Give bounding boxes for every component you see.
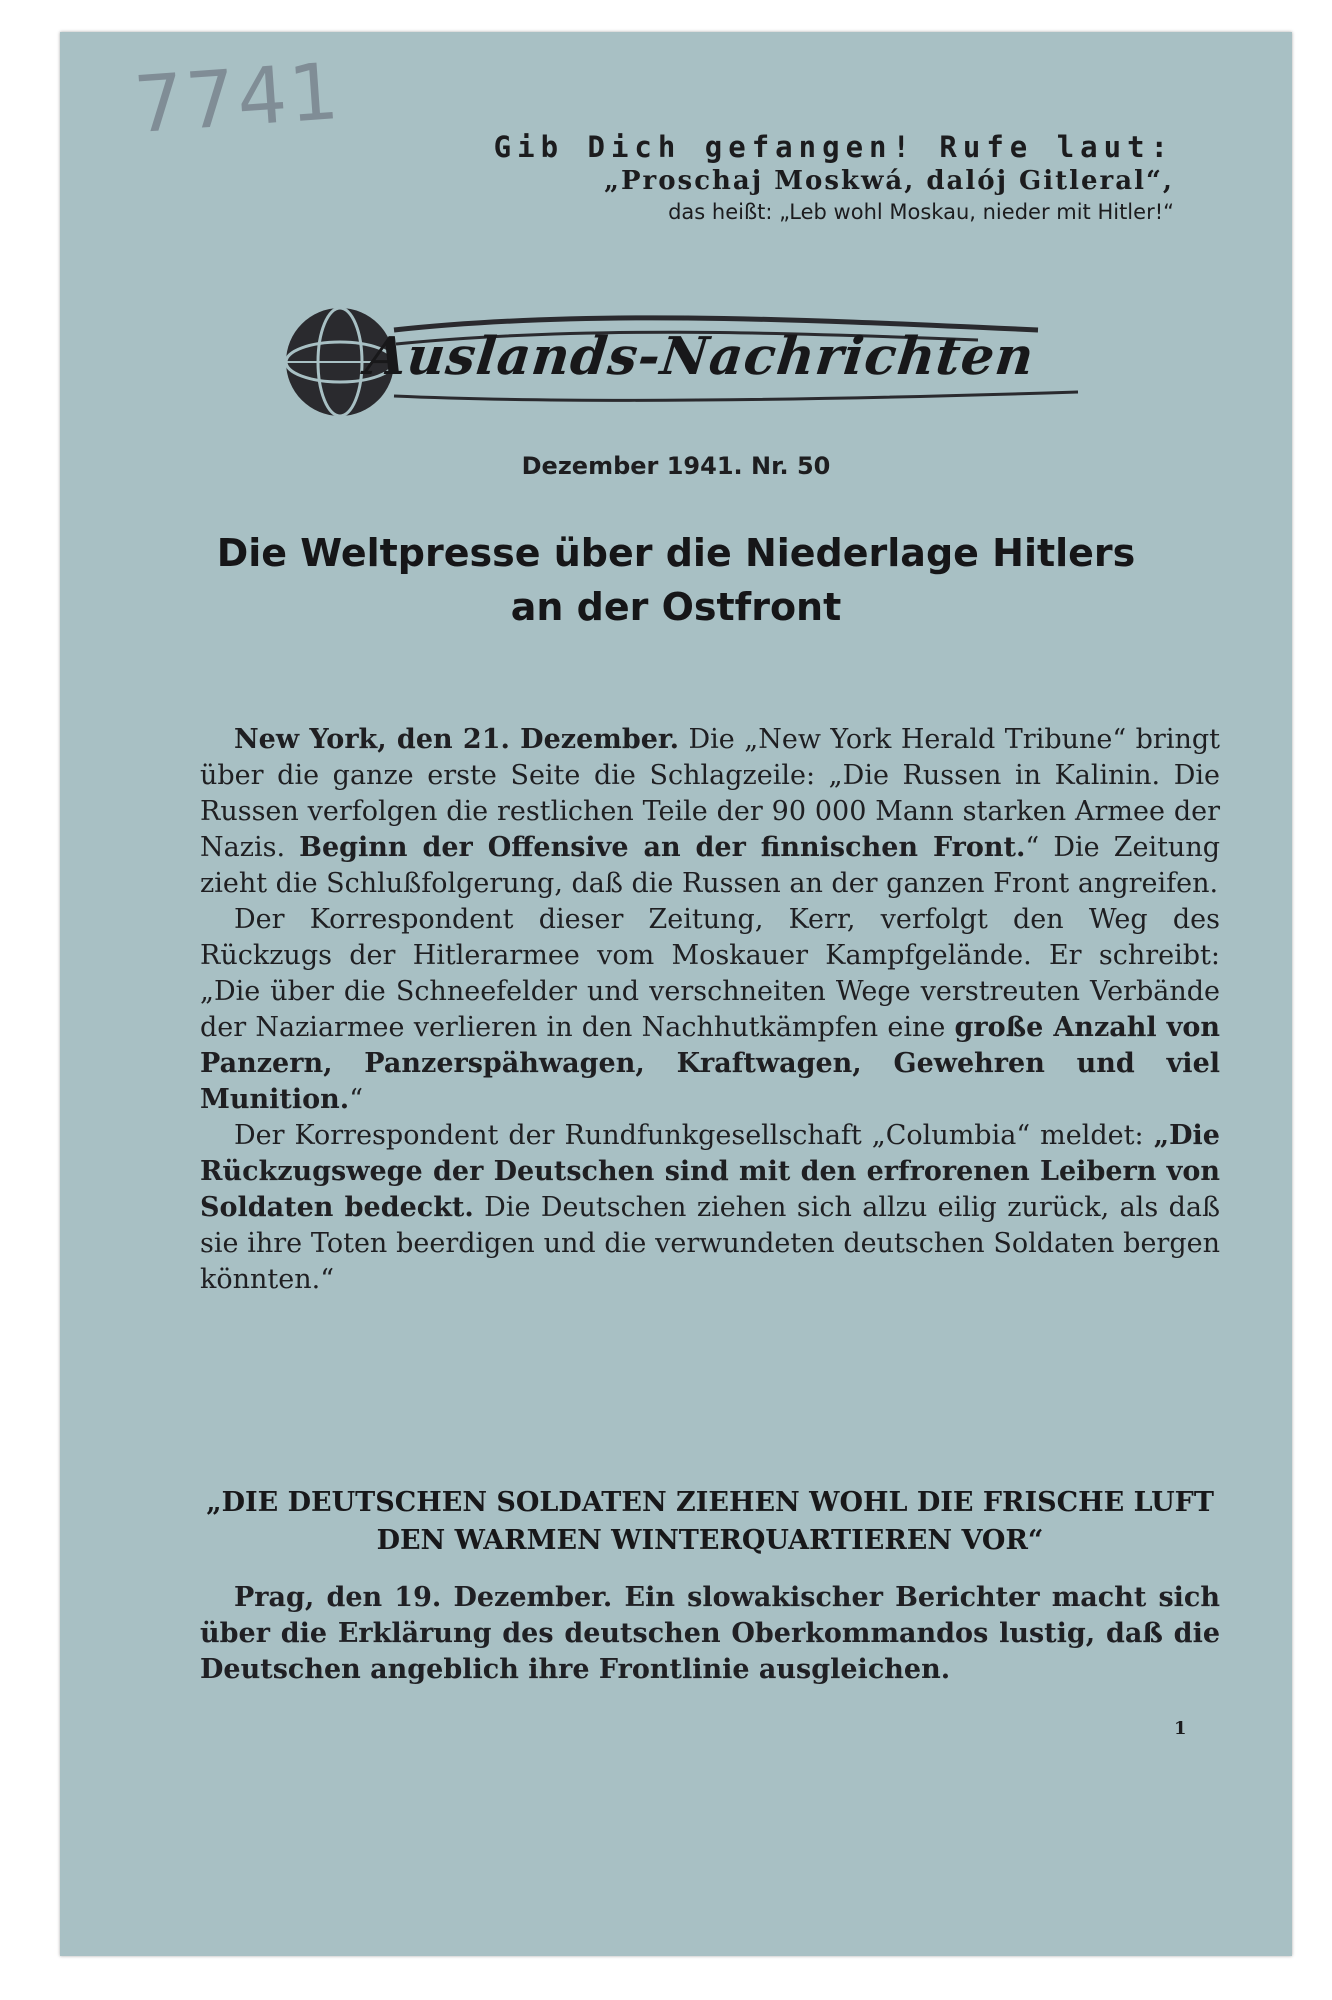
paragraph-4: Prag, den 19. Dezember. Ein slowakischer Berichter macht sich über die Erklärung des deutschen Oberkommandos lustig, daß die Deutschen angeblich ihre Frontlinie ausgleichen. <box>200 1582 1220 1685</box>
page-title: Die Weltpresse über die Niederlage Hitlers an der Ostfront <box>216 531 1136 629</box>
surrender-call-line-2: „Proschaj Moskwá, dalój Gitleral“, <box>604 166 1174 196</box>
masthead <box>278 300 1098 420</box>
issue-line: Dezember 1941. Nr. 50 <box>521 452 831 480</box>
surrender-call-line-3: das heißt: „Leb wohl Moskau, nieder mit Hitler!“ <box>668 200 1174 224</box>
article-body <box>200 722 1220 1298</box>
leaflet-page <box>60 32 1292 1956</box>
masthead-title: Auslands-Nachrichten <box>362 326 1038 387</box>
article-body-2 <box>200 1580 1220 1688</box>
surrender-call-line-1: Gib Dich gefangen! Rufe laut: <box>493 130 1174 164</box>
surrender-call <box>494 130 1174 224</box>
paragraph-1: New York, den 21. Dezember. Die „New York Herald Tribune“ bringt über die ganze erste Seite die Schlagzeile: „Die Russen in Kalinin. Die Russen verfolgen die restlichen Teile der 90 000 Mann starken Armee der Nazis. Beginn der Offensive an der finnischen Front.“ Die Zeitung zieht die Schlußfolgerung, daß die Russen an der ganzen Front angreifen. <box>200 724 1220 899</box>
pencil-annotation: 7741 <box>131 46 344 152</box>
paragraph-2: Der Korrespondent dieser Zeitung, Kerr, verfolgt den Weg des Rückzugs der Hitlerarmee vom Moskauer Kampfgelände. Er schreibt: „Die über die Schneefelder und verschneiten Wege verstreuten Verbände der Naziarmee verlieren in den Nachhutkämpfen eine große Anzahl von Panzern, Panzerspähwagen, Kraftwagen, Gewehren und viel Munition.“ <box>200 904 1220 1115</box>
paragraph-3: Der Korrespondent der Rundfunkgesellschaft „Columbia“ meldet: „Die Rückzugswege der Deutschen sind mit den erfrorenen Leibern von Soldaten bedeckt. Die Deutschen ziehen sich allzu eilig zurück, als daß sie ihre Toten beerdigen und die verwundeten deutschen Soldaten bergen könnten.“ <box>200 1120 1220 1295</box>
page-number: 1 <box>1174 1718 1187 1739</box>
section-heading: „DIE DEUTSCHEN SOLDATEN ZIEHEN WOHL DIE FRISCHE LUFT DEN WARMEN WINTERQUARTIEREN VOR“ <box>206 1487 1214 1556</box>
dateline: New York, den 21. Dezember. <box>234 724 680 755</box>
